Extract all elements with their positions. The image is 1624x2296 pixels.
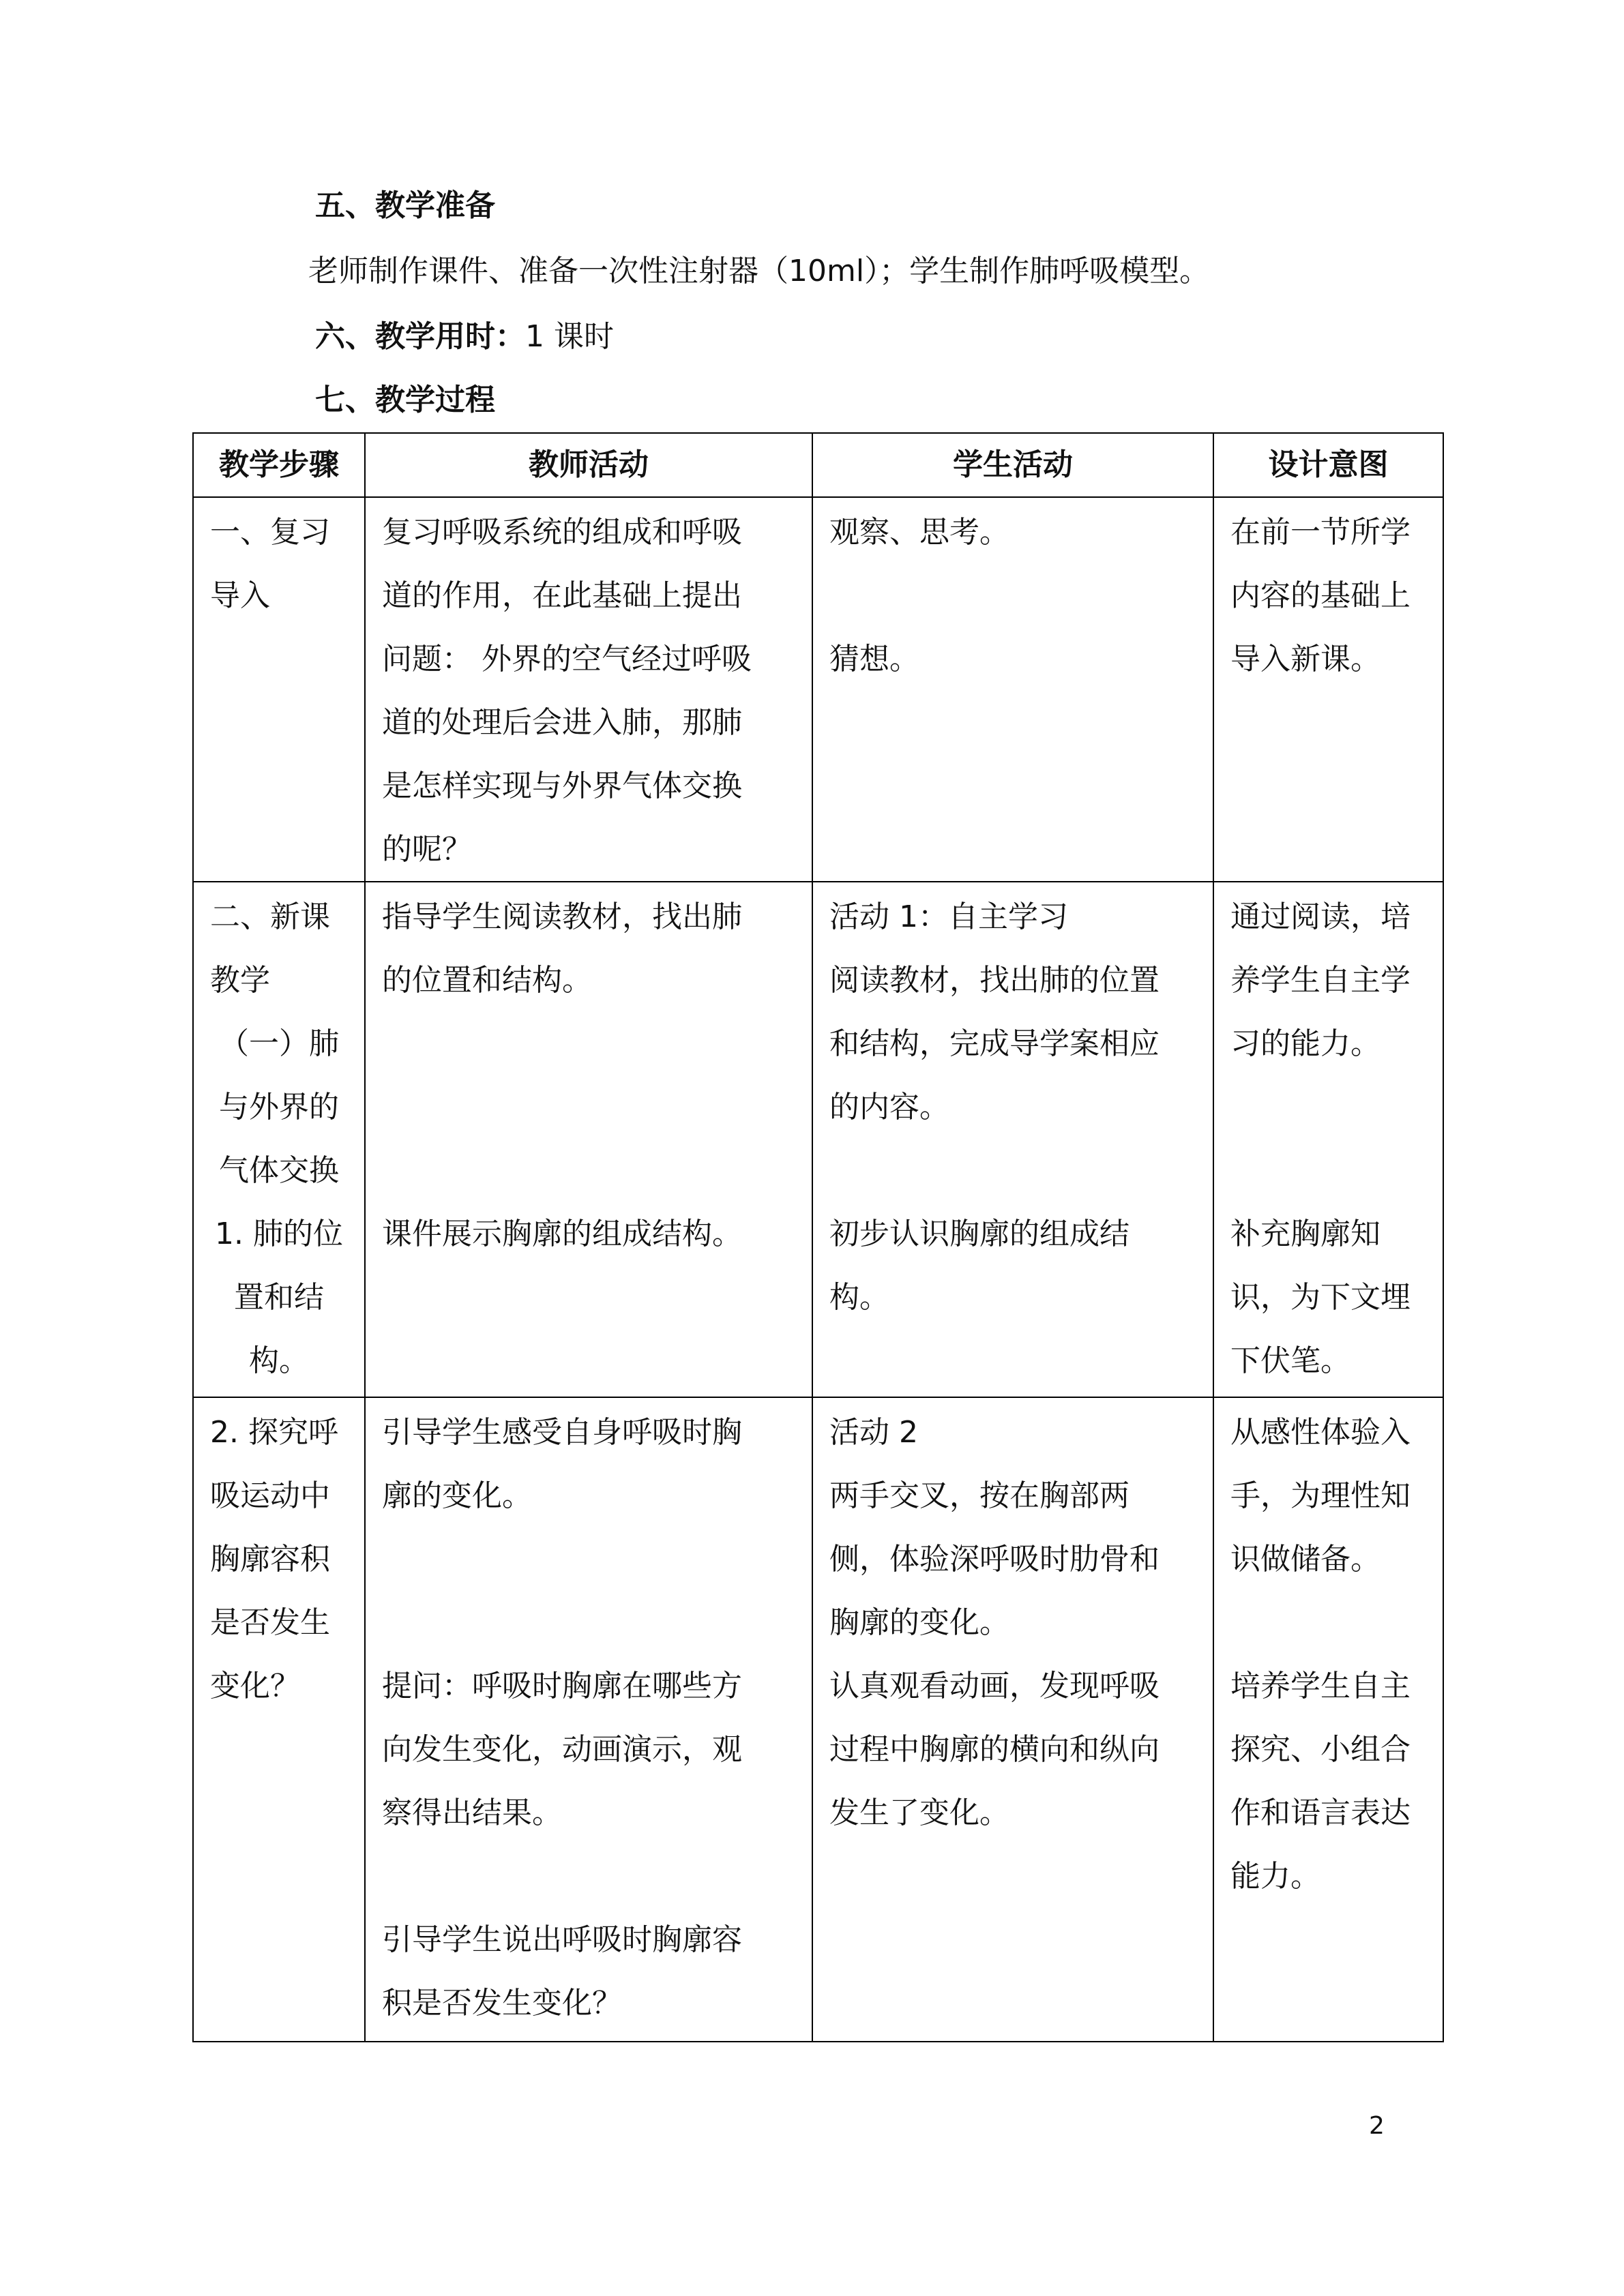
section-title-preparation: 五、教学准备 xyxy=(315,188,495,223)
table-row xyxy=(193,882,1443,1397)
cell-line: 构。 xyxy=(829,1280,889,1315)
cell-line: 作和语言表达 xyxy=(1230,1795,1411,1830)
cell-line: 培养学生自主 xyxy=(1230,1669,1411,1703)
row3-step xyxy=(193,1397,365,2042)
teaching-time-label: 六、教学用时： xyxy=(315,319,525,354)
cell-line: 引导学生感受自身呼吸时胸 xyxy=(382,1415,742,1450)
row1-step xyxy=(193,497,365,882)
cell-line: 复习呼吸系统的组成和呼吸 xyxy=(382,515,742,550)
header-step: 教学步骤 xyxy=(193,433,365,497)
section-title-process: 七、教学过程 xyxy=(315,383,495,417)
row3-teacher xyxy=(365,1397,812,2042)
cell-line: 导入 xyxy=(210,578,270,613)
cell-line: 从感性体验入 xyxy=(1230,1415,1411,1450)
cell-line: 初步认识胸廓的组成结 xyxy=(829,1217,1130,1251)
cell-line: 识做储备。 xyxy=(1230,1542,1381,1577)
cell-line: 与外界的 xyxy=(219,1090,339,1124)
cell-line: 积是否发生变化？ xyxy=(382,1986,622,2021)
cell-line: 和结构，完成导学案相应 xyxy=(829,1026,1160,1061)
cell-line: 内容的基础上 xyxy=(1230,578,1411,613)
header-intent: 设计意图 xyxy=(1213,433,1443,497)
cell-line: 是怎样实现与外界气体交换 xyxy=(382,769,742,803)
cell-line: 提问：呼吸时胸廓在哪些方 xyxy=(382,1669,742,1703)
cell-line: 两手交叉，按在胸部两 xyxy=(829,1478,1130,1513)
table-header-row xyxy=(193,433,1443,497)
cell-line: 胸廓容积 xyxy=(210,1542,330,1577)
table-row xyxy=(193,1397,1443,2042)
preparation-text: 老师制作课件、准备一次性注射器（10ml）；学生制作肺呼吸模型。 xyxy=(308,254,1210,288)
teaching-time-value: 1 课时 xyxy=(525,319,614,354)
cell-line: 2. 探究呼 xyxy=(210,1415,338,1450)
row2-intent xyxy=(1213,882,1443,1397)
row2-teacher xyxy=(365,882,812,1397)
cell-line: 的内容。 xyxy=(829,1090,949,1124)
cell-line: 指导学生阅读教材，找出肺 xyxy=(382,899,742,934)
cell-line: 变化？ xyxy=(210,1669,300,1703)
cell-line: 问题： 外界的空气经过呼吸 xyxy=(382,642,752,676)
cell-line: 吸运动中 xyxy=(210,1478,330,1513)
teaching-time xyxy=(315,316,614,357)
cell-line: 认真观看动画，发现呼吸 xyxy=(829,1669,1160,1703)
cell-line: 手，为理性知 xyxy=(1230,1478,1411,1513)
table-row xyxy=(193,497,1443,882)
cell-line: 胸廓的变化。 xyxy=(829,1605,1009,1640)
cell-line: 补充胸廓知 xyxy=(1230,1217,1381,1251)
cell-line: 教学 xyxy=(210,963,270,998)
row3-intent xyxy=(1213,1397,1443,2042)
cell-line: 察得出结果。 xyxy=(382,1795,562,1830)
header-teacher: 教师活动 xyxy=(365,433,812,497)
cell-line: 的呢？ xyxy=(382,832,472,867)
page-number: 2 xyxy=(1369,2112,1385,2140)
row2-student xyxy=(812,882,1213,1397)
cell-line: 在前一节所学 xyxy=(1230,515,1411,550)
cell-line: 1. 肺的位 xyxy=(215,1217,343,1251)
cell-line: 的位置和结构。 xyxy=(382,963,592,998)
cell-line: 是否发生 xyxy=(210,1605,330,1640)
row1-student xyxy=(812,497,1213,882)
cell-line: 能力。 xyxy=(1230,1859,1320,1894)
cell-line: 活动 1：自主学习 xyxy=(829,899,1068,934)
cell-line: 课件展示胸廓的组成结构。 xyxy=(382,1217,742,1251)
cell-line: 猜想。 xyxy=(829,642,919,676)
cell-line: 养学生自主学 xyxy=(1230,963,1411,998)
cell-line: 下伏笔。 xyxy=(1230,1343,1350,1378)
cell-line: 阅读教材，找出肺的位置 xyxy=(829,963,1160,998)
cell-line: 构。 xyxy=(249,1343,309,1378)
cell-line: 二、新课 xyxy=(210,899,330,934)
cell-line: 道的处理后会进入肺，那肺 xyxy=(382,705,742,740)
cell-line: 向发生变化，动画演示，观 xyxy=(382,1732,742,1767)
cell-line: 观察、思考。 xyxy=(829,515,1009,550)
cell-line: 廓的变化。 xyxy=(382,1478,532,1513)
cell-line: 探究、小组合 xyxy=(1230,1732,1411,1767)
cell-line: 道的作用，在此基础上提出 xyxy=(382,578,742,613)
header-student: 学生活动 xyxy=(812,433,1213,497)
cell-line: 气体交换 xyxy=(219,1153,339,1188)
cell-line: 发生了变化。 xyxy=(829,1795,1009,1830)
cell-line: 过程中胸廓的横向和纵向 xyxy=(829,1732,1160,1767)
cell-line: （一）肺 xyxy=(219,1026,339,1061)
row3-student xyxy=(812,1397,1213,2042)
cell-line: 习的能力。 xyxy=(1230,1026,1381,1061)
teaching-process-table xyxy=(192,432,1444,2042)
cell-line: 侧，体验深呼吸时肋骨和 xyxy=(829,1542,1160,1577)
cell-line: 置和结 xyxy=(234,1280,324,1315)
cell-line: 通过阅读，培 xyxy=(1230,899,1411,934)
row1-intent xyxy=(1213,497,1443,882)
row1-teacher xyxy=(365,497,812,882)
cell-line: 导入新课。 xyxy=(1230,642,1381,676)
cell-line: 活动 2 xyxy=(829,1415,918,1450)
row2-step xyxy=(193,882,365,1397)
cell-line: 识，为下文埋 xyxy=(1230,1280,1411,1315)
cell-line: 一、复习 xyxy=(210,515,330,550)
cell-line: 引导学生说出呼吸时胸廓容 xyxy=(382,1922,742,1957)
